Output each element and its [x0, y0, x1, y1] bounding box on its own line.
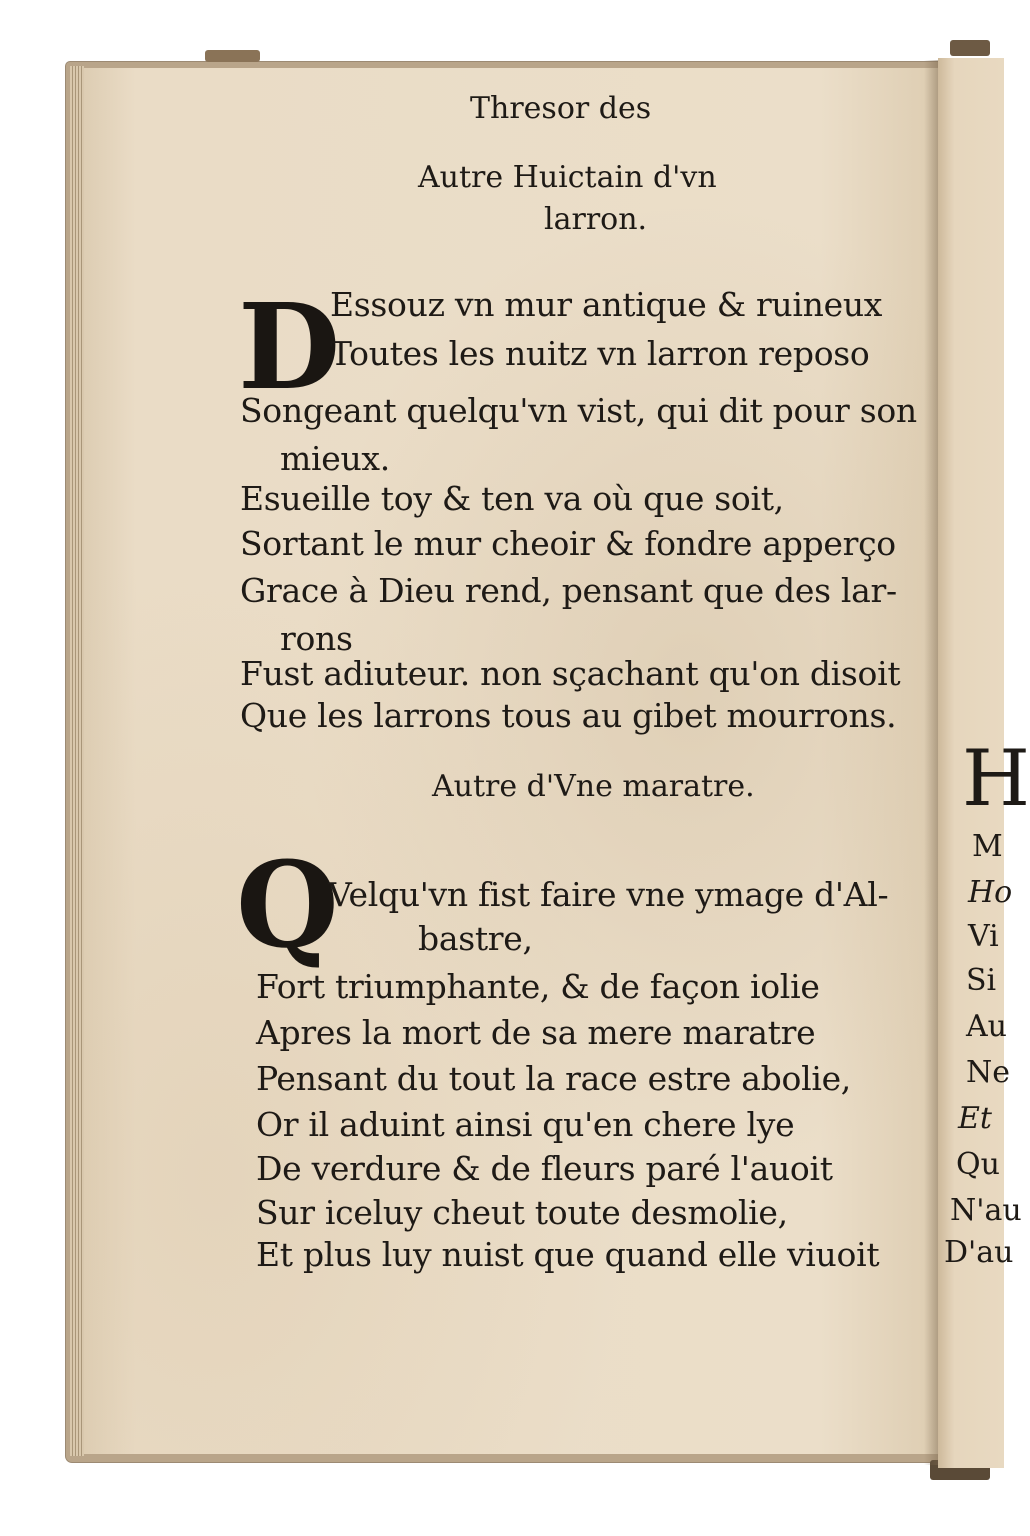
poem1-line: Grace à Dieu rend, pensant que des lar-: [240, 571, 897, 610]
facing-line-start: Et: [958, 1101, 992, 1136]
poem1-line: rons: [280, 619, 353, 658]
clasp-top-right: [950, 40, 990, 56]
poem2-line: Pensant du tout la race estre abolie,: [256, 1059, 852, 1098]
poem2-line: Apres la mort de sa mere maratre: [256, 1013, 816, 1052]
facing-drop-cap: H: [962, 734, 1030, 824]
facing-line-start: Au: [966, 1009, 1007, 1044]
poem1-line: Toutes les nuitz vn larron reposo: [330, 334, 870, 373]
clasp-top: [205, 50, 260, 62]
running-head: Thresor des: [470, 91, 652, 126]
poem1-title-line1: Autre Huictain d'vn: [418, 160, 717, 195]
drop-cap-d: D: [238, 277, 341, 416]
facing-line-start: Vi: [968, 919, 999, 954]
poem2-line: Fort triumphante, & de façon iolie: [256, 967, 820, 1006]
facing-line-start: M: [972, 829, 1003, 864]
poem2-line: De verdure & de fleurs paré l'auoit: [256, 1149, 833, 1188]
drop-cap-q: Q: [236, 835, 339, 974]
poem1-line: Songeant quelqu'vn vist, qui dit pour son: [240, 391, 917, 430]
poem1-line: Essouz vn mur antique & ruineux: [330, 285, 883, 324]
poem2-line: Et plus luy nuist que quand elle viuoit: [256, 1235, 880, 1274]
facing-line-start: Ho: [968, 875, 1013, 910]
poem1-line: Fust adiuteur. non sçachant qu'on disoit: [240, 654, 901, 693]
poem1-title-line2: larron.: [544, 202, 648, 237]
facing-line-start: Si: [966, 963, 997, 998]
facing-line-start: N'au: [950, 1193, 1022, 1228]
poem2-line: Or il aduint ainsi qu'en chere lye: [256, 1105, 795, 1144]
poem1-line: Sortant le mur cheoir & fondre apperço: [240, 524, 896, 563]
facing-line-start: Qu: [956, 1147, 1000, 1182]
facing-line-start: Ne: [966, 1055, 1011, 1090]
poem1-line: Que les larrons tous au gibet mourrons.: [240, 696, 897, 735]
poem2-title: Autre d'Vne maratre.: [432, 769, 755, 804]
poem1-line: mieux.: [280, 439, 390, 478]
poem2-line: bastre,: [418, 919, 533, 958]
page-edges: [70, 66, 84, 1456]
poem2-line: Sur iceluy cheut toute desmolie,: [256, 1193, 788, 1232]
facing-line-start: D'au: [944, 1235, 1014, 1270]
poem1-line: Esueille toy & ten va où que soit,: [240, 479, 784, 518]
poem2-line: Velqu'vn fist faire vne ymage d'Al-: [328, 875, 889, 914]
